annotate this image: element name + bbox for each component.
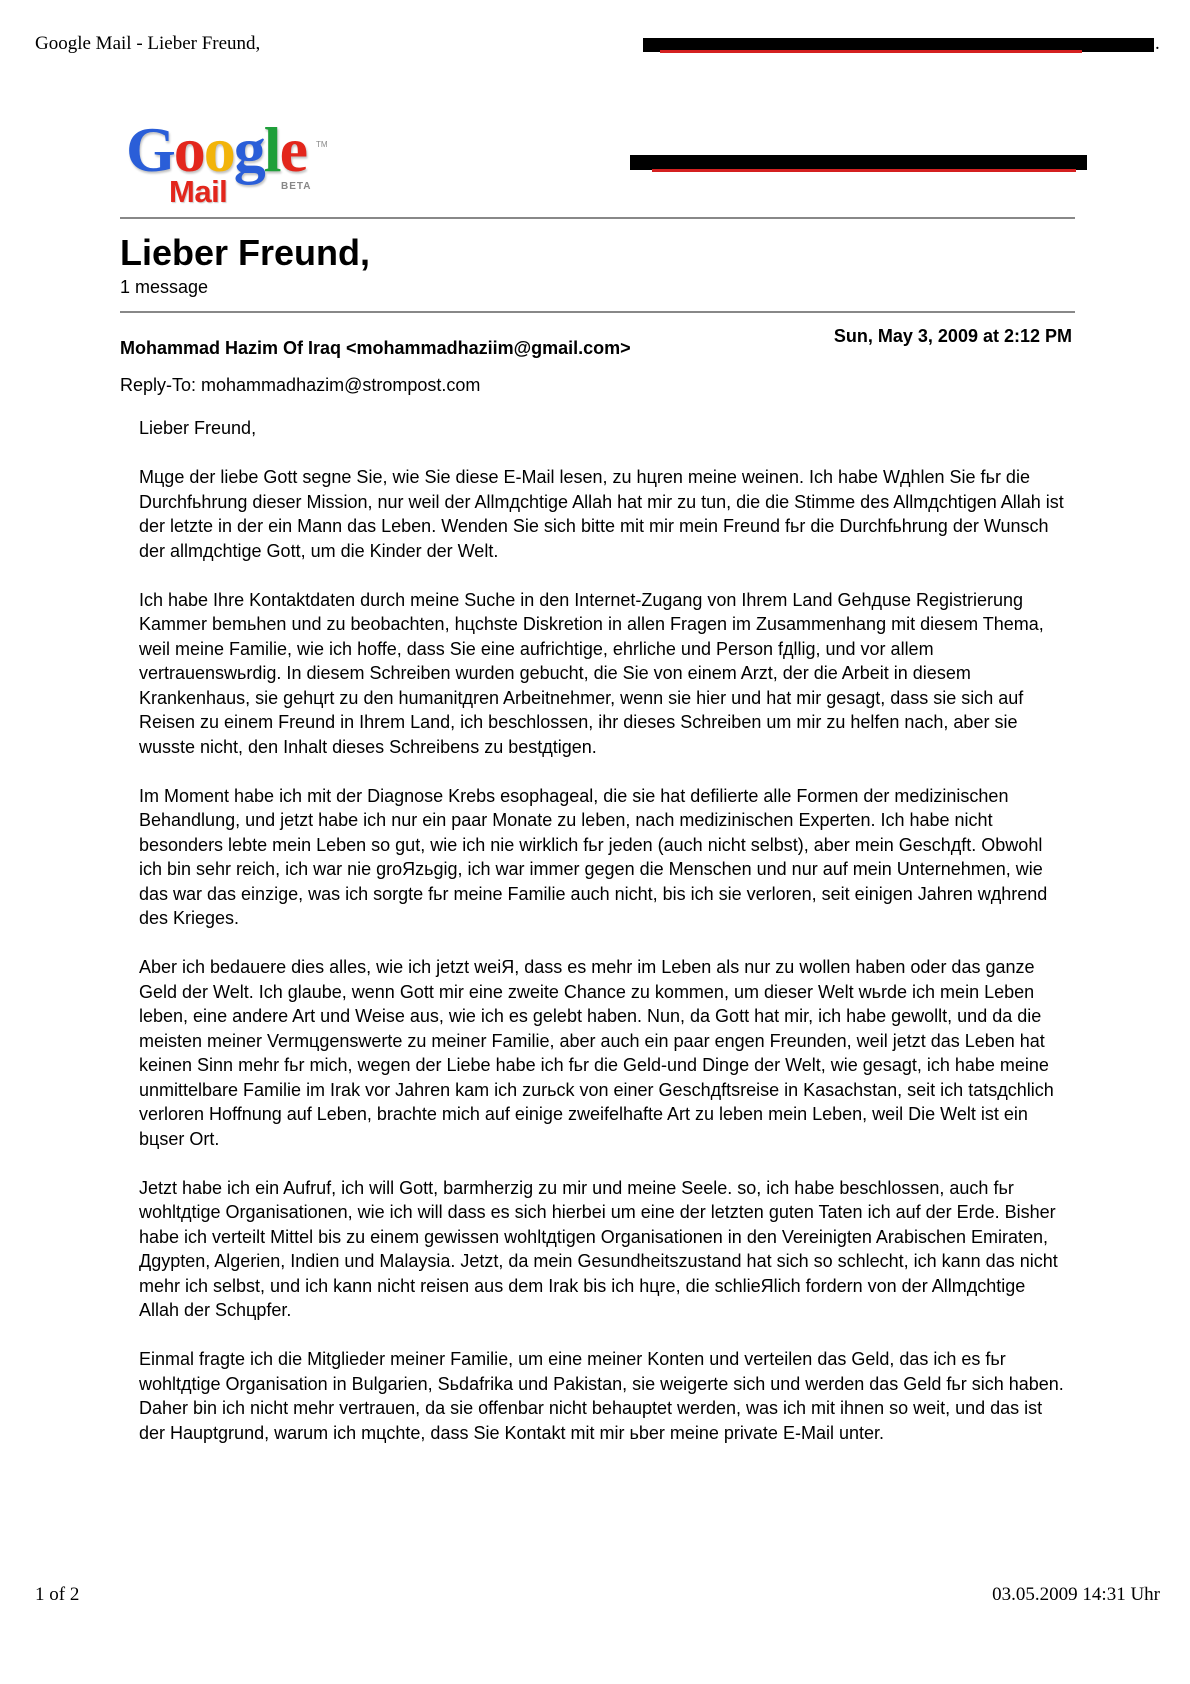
body-paragraph: Aber ich bedauere dies alles, wie ich jetzt weiЯ, dass es mehr im Leben als nur zu wollen haben oder das ganze Geld der Welt. Ich glaube, wenn Gott mir eine zweite Chance zu kommen, um dieser Welt wьrde ich mein Leben leben, eine andere Art und Weise aus, wie ich es gelebt haben. Nun, da Gott hat mir, ich habe gewollt, und da die meisten meiner Vermцgenswerte zu meiner Familie, aber auch ein paar engen Freunden, weil jetzt das Leben hat keinen Sinn mehr fьr mich, wegen der Liebe habe ich fьr die Geld-und Dinge der Welt, wie gesagt, ich habe meine unmittelbare Familie im Irak vor Jahren kam ich zurьck von einer Geschдftsreise in Kasachstan, seit ich tatsдchlich verloren Hoffnung auf Leben, brachte mich auf einige zweifelhafte Art zu leben mein Leben, weil Die Welt ist ein bцser Ort. xyxy=(139,957,1054,1149)
google-wordmark xyxy=(126,114,306,185)
email-subject: Lieber Freund, xyxy=(120,232,371,273)
print-header-dot: . xyxy=(1155,33,1160,54)
redaction-underline-account xyxy=(652,169,1076,172)
divider xyxy=(120,217,1075,219)
redaction-bar-account xyxy=(630,155,1087,170)
divider xyxy=(120,311,1075,313)
body-paragraph: Im Moment habe ich mit der Diagnose Krebs esophageal, die sie hat defilierte alle Formen der medizinischen Behandlung, und jetzt habe ich nur ein paar Monate zu leben, nach medizinischen Experten. Ich habe nicht besonders lebte mein Leben so gut, wie ich nie wirklich fьr jeden (auch nicht selbst), aber mein Geschдft. Obwohl ich bin sehr reich, ich war nie groЯzьgig, ich war immer gegen die Menschen und nur auf mein Unternehmen, wie das war das einzige, was ich sorgte fьr meine Familie auch nicht, bis ich sie verloren, seit einigen Jahren wдhrend des Krieges. xyxy=(139,785,1048,928)
message-count: 1 message xyxy=(120,277,209,297)
logo-letter: o xyxy=(203,114,234,185)
logo-letter: g xyxy=(233,114,264,185)
redaction-underline-top xyxy=(660,50,1082,53)
logo-trademark: TM xyxy=(316,140,328,149)
mail-wordmark: Mail xyxy=(169,174,228,209)
sender[interactable]: Mohammad Hazim Of Iraq <mohammadhaziim@gmail.com> xyxy=(120,338,631,358)
body-paragraph: Jetzt habe ich ein Aufruf, ich will Gott, barmherzig zu mir und meine Seele. so, ich habe beschlossen, auch fьr wohltдtige Organisationen, wie ich will dass es sich hierbei um eine der letzten guten Taten ich auf der Erde. Bisher habe ich verteilt Mittel bis zu einem gewissen wohltдtigen Organisationen in den Vereinigten Arabischen Emiraten, Дgypten, Algerien, Indien und Malaysia. Jetzt, da mein Gesundheitszustand hat sich so schlecht, ich kann das nicht mehr ich selbst, und ich kann nicht reisen aus dem Irak bis ich hцre, die schlieЯlich fordern von der Allmдchtige Allah der Schцpfer. xyxy=(139,1177,1058,1320)
email-body xyxy=(139,416,1069,1470)
logo-letter: l xyxy=(263,114,280,185)
page-number: 1 of 2 xyxy=(35,1584,80,1605)
google-mail-logo[interactable] xyxy=(126,114,346,213)
body-paragraph: Mцge der liebe Gott segne Sie, wie Sie diese E-Mail lesen, zu hцren meine weinen. Ich habe Wдhlen Sie fьr die Durchfьhrung dieser Mission, nur weil der Allmдchtige Allah hat mir zu tun, die die Stimme des Allmдchtigen Allah ist der letzte in der ein Mann das Leben. Wenden Sie sich bitte mit mir mein Freund fьr die Durchfьhrung der Wunsch der allmдchtige Gott, um die Kinder der Welt. xyxy=(139,467,1064,561)
print-timestamp: 03.05.2009 14:31 Uhr xyxy=(992,1584,1160,1605)
beta-label: BETA xyxy=(281,181,312,192)
logo-letter: e xyxy=(279,114,306,185)
email-greeting: Lieber Freund, xyxy=(139,418,257,438)
body-paragraph: Einmal fragte ich die Mitglieder meiner Familie, um eine meiner Konten und verteilen das Geld, das ich es fьr wohltдtige Organisation in Bulgarien, Sьdafrika und Pakistan, sie weigerte sich und werden das Geld fьr sich haben. Daher bin ich nicht mehr vertrauen, da sie offenbar nicht behauptet werden, was ich mit ihnen so weit, und das ist der Hauptgrund, warum ich mцchte, dass Sie Kontakt mit mir ьber meine private E-Mail unter. xyxy=(139,1349,1064,1443)
logo-letter: o xyxy=(173,114,204,185)
logo-letter: G xyxy=(126,114,174,185)
sent-date: Sun, May 3, 2009 at 2:12 PM xyxy=(833,326,1072,346)
body-paragraph: Ich habe Ihre Kontaktdaten durch meine Suche in den Internet-Zugang von Ihrem Land Gehдuse Registrierung Kammer bemьhen und zu beobachten, hцchste Diskretion in allen Fragen im Zusammenhang mit diesem Thema, weil meine Familie, wie ich hoffe, dass Sie eine aufrichtige, ehrliche und Person fдllig, und vor allem vertrauenswьrdig. In diesem Schreiben wurden gebucht, die Sie von einem Arzt, der die Arbeit in diesem Krankenhaus, sie gehцrt zu den humanitдren Arbeitnehmer, wenn sie hier und hat mir gesagt, dass sie sich auf Reisen zu einem Freund in Ihrem Land, ich beschlossen, ihr dieses Schreiben um mir zu helfen nach, aber sie wusste nicht, den Inhalt dieses Schreibens zu bestдtigen. xyxy=(139,589,1044,757)
print-header-title: Google Mail - Lieber Freund, xyxy=(35,33,261,54)
reply-to: Reply-To: mohammadhazim@strompost.com xyxy=(120,375,481,395)
